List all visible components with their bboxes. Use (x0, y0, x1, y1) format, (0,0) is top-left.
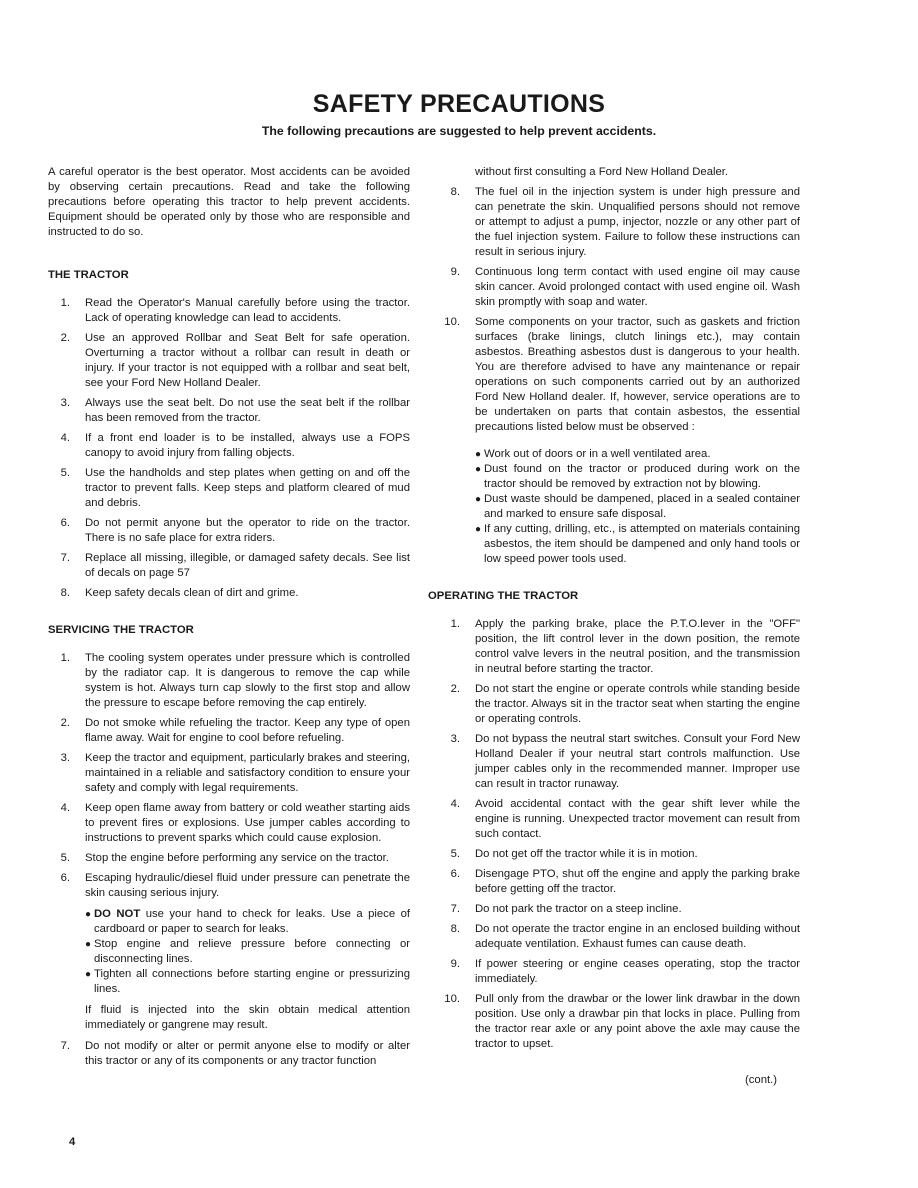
section-heading-tractor: THE TRACTOR (48, 269, 129, 281)
item-number: 4. (60, 802, 70, 814)
servicing-list-continued (438, 185, 800, 567)
item-number: 6. (450, 868, 460, 880)
list-item (438, 265, 800, 310)
item-text: Do not bypass the neutral start switches. Consult your Ford New Holland Dealer if your neutral start controls malfunction. Use jumper cables only in the recommended manner. Improper use can result in tractor runaway. (475, 733, 800, 790)
list-item (438, 867, 800, 897)
bullet-bold-text: DO NOT (94, 908, 141, 920)
item-number: 8. (60, 587, 70, 599)
item-number: 3. (450, 733, 460, 745)
item-text: Do not operate the tractor engine in an enclosed building without adequate ventilation. Exhaust fumes can cause death. (475, 923, 800, 950)
intro-paragraph: A careful operator is the best operator. Most accidents can be avoided by observing certain precautions. Read and take the following precautions before operating this tractor to help prevent accidents. Equipment should be operated only by those who are responsible and instructed to do so. (48, 166, 410, 238)
bullet-icon: ● (475, 524, 482, 535)
list-item (438, 682, 800, 727)
item-number: 2. (60, 332, 70, 344)
left-column (48, 165, 410, 1074)
item-text: The fuel oil in the injection system is under high pressure and can penetrate the skin. Unqualified persons should not remove or attempt to adjust a pump, injector, nozzle or any other part of the fuel injection system. Failure to follow these instructions can result in serious injury. (475, 186, 800, 258)
item-text: Some components on your tractor, such as gaskets and friction surfaces (brake linings, clutch linings etc.), may contain asbestos. Breathing asbestos dust is dangerous to your health. You are therefore advised to have any maintenance or repair operations on such components carried out by an authorized Ford New Holland dealer. If, however, service operations are to be undertaken on parts that contain asbestos, the essential precautions listed below must be observed : (475, 316, 800, 433)
list-item (48, 331, 410, 391)
list-item (438, 992, 800, 1052)
list-item (438, 957, 800, 987)
item-text: Do not start the engine or operate controls while standing beside the tractor. Always sit in the tractor seat when starting the engine or operating controls. (475, 683, 800, 725)
bullet-text: Work out of doors or in a well ventilated area. (484, 448, 711, 460)
item-text: Replace all missing, illegible, or damaged safety decals. See list of decals on page 57 (85, 552, 410, 579)
item-text: Do not park the tractor on a steep incline. (475, 903, 682, 915)
item-number: 7. (450, 903, 460, 915)
item-number: 10. (444, 316, 460, 328)
bullet-icon: ● (85, 909, 92, 920)
item-text: Keep the tractor and equipment, particularly brakes and steering, maintained in a reliable and satisfactory condition to ensure your safety and comply with legal requirements. (85, 752, 410, 794)
item-text: Use an approved Rollbar and Seat Belt for safe operation. Overturning a tractor without a rollbar can result in death or injury. If your tractor is not equipped with a rollbar and seat belt, see your Ford New Holland Dealer. (85, 332, 410, 389)
section-heading-servicing: SERVICING THE TRACTOR (48, 624, 194, 636)
item-number: 6. (60, 517, 70, 529)
list-item (438, 847, 800, 862)
operating-list (438, 617, 800, 1052)
item-text: Avoid accidental contact with the gear shift lever while the engine is running. Unexpected tractor movement can result from such contact. (475, 798, 800, 840)
item-number: 7. (60, 1040, 70, 1052)
bullet-item (85, 937, 410, 967)
bullet-text: If any cutting, drilling, etc., is attempted on materials containing asbestos, the item should be dampened and only hand tools or low speed power tools used. (484, 523, 800, 565)
item-number: 9. (450, 266, 460, 278)
item-text: Pull only from the drawbar or the lower link drawbar in the down position. Use only a drawbar pin that locks in place. Pulling from the tractor rear axle or any point above the axle may cause the tractor to upset. (475, 993, 800, 1050)
list-item (48, 586, 410, 601)
item-number: 5. (60, 467, 70, 479)
bullet-item (85, 967, 410, 997)
item-number: 8. (450, 186, 460, 198)
bullet-text: Dust found on the tractor or produced during work on the tractor should be removed by extraction not by blowing. (484, 463, 800, 490)
list-item (48, 516, 410, 546)
item-number: 1. (450, 618, 460, 630)
item-text: Always use the seat belt. Do not use the seat belt if the rollbar has been removed from the tractor. (85, 397, 410, 424)
page-title: SAFETY PRECAUTIONS (312, 90, 606, 118)
item-number: 4. (60, 432, 70, 444)
item-text: Escaping hydraulic/diesel fluid under pressure can penetrate the skin causing serious injury. (85, 872, 410, 899)
bullet-text: Tighten all connections before starting engine or pressurizing lines. (94, 968, 410, 995)
list-item (438, 617, 800, 677)
item-text: Do not permit anyone but the operator to ride on the tractor. There is no safe place for extra riders. (85, 517, 410, 544)
list-item (48, 751, 410, 796)
list-item (438, 902, 800, 917)
list-item (48, 396, 410, 426)
bullet-item (475, 462, 800, 492)
item-number: 8. (450, 923, 460, 935)
list-item (48, 551, 410, 581)
list-item (48, 871, 410, 1033)
item-number: 9. (450, 958, 460, 970)
item-text: Stop the engine before performing any service on the tractor. (85, 852, 389, 864)
bullet-item (475, 522, 800, 567)
page-number: 4 (69, 1136, 76, 1148)
item-text: Do not smoke while refueling the tractor. Keep any type of open flame away. Wait for engine to cool before refueling. (85, 717, 410, 744)
bullet-text: Dust waste should be dampened, placed in a sealed container and marked to ensure safe disposal. (484, 493, 800, 520)
bullet-icon: ● (85, 969, 92, 980)
list-item (48, 1039, 410, 1069)
item-number: 1. (60, 297, 70, 309)
leak-precautions-list (85, 907, 410, 997)
bullet-icon: ● (475, 464, 482, 475)
item-text: If power steering or engine ceases operating, stop the tractor immediately. (475, 958, 800, 985)
right-column (428, 165, 800, 1057)
list-item (48, 716, 410, 746)
asbestos-precautions-list (475, 447, 800, 567)
item-text: Keep open flame away from battery or cold weather starting aids to prevent fires or explosions. Use jumper cables according to instructions to prevent sparks which could cause explosion. (85, 802, 410, 844)
item-number: 7. (60, 552, 70, 564)
list-item (438, 185, 800, 260)
bullet-icon: ● (475, 449, 482, 460)
item-text: Use the handholds and step plates when getting on and off the tractor to prevent falls. Keep steps and platform cleared of mud and debris. (85, 467, 410, 509)
item-text: The cooling system operates under pressure which is controlled by the radiator cap. It is dangerous to remove the cap while system is hot. Always turn cap slowly to the first stop and allow the pressure to escape before removing the cap entirely. (85, 652, 410, 709)
bullet-item (475, 492, 800, 522)
bullet-icon: ● (85, 939, 92, 950)
bullet-text: use your hand to check for leaks. Use a piece of cardboard or paper to search for leaks. (94, 908, 410, 935)
item-number: 5. (60, 852, 70, 864)
item-continuation: without first consulting a Ford New Holland Dealer. (475, 166, 729, 178)
item-number: 3. (60, 752, 70, 764)
item-number: 2. (450, 683, 460, 695)
item-text: Apply the parking brake, place the P.T.O.lever in the "OFF" position, the lift control lever in the down position, the remote control valve levers in the neutral position, and the transmission in neutral before starting the tractor. (475, 618, 800, 675)
item-text: If a front end loader is to be installed, always use a FOPS canopy to avoid injury from falling objects. (85, 432, 410, 459)
list-item (48, 801, 410, 846)
item-number: 4. (450, 798, 460, 810)
list-item (48, 431, 410, 461)
injection-note: If fluid is injected into the skin obtain medical attention immediately or gangrene may result. (85, 1004, 410, 1031)
item-text: Keep safety decals clean of dirt and grime. (85, 587, 299, 599)
item-text: Do not get off the tractor while it is in motion. (475, 848, 698, 860)
servicing-list (48, 651, 410, 1069)
page-subtitle: The following precautions are suggested to help prevent accidents. (261, 124, 657, 138)
item-number: 2. (60, 717, 70, 729)
list-item (48, 651, 410, 711)
list-item (48, 851, 410, 866)
list-item (438, 315, 800, 567)
list-item (48, 466, 410, 511)
section-heading-operating: OPERATING THE TRACTOR (428, 590, 579, 602)
item-text: Continuous long term contact with used engine oil may cause skin cancer. Avoid prolonged contact with used engine oil. Wash skin promptly with soap and water. (475, 266, 800, 308)
continued-label: (cont.) (745, 1074, 778, 1086)
bullet-item (475, 447, 800, 462)
item-text: Read the Operator's Manual carefully before using the tractor. Lack of operating knowledge can lead to accidents. (85, 297, 410, 324)
list-item (438, 922, 800, 952)
item-text: Do not modify or alter or permit anyone else to modify or alter this tractor or any of its components or any tractor function (85, 1040, 410, 1067)
item-number: 6. (60, 872, 70, 884)
bullet-item (85, 907, 410, 937)
list-item (438, 797, 800, 842)
item-number: 5. (450, 848, 460, 860)
list-item (48, 296, 410, 326)
list-item (438, 732, 800, 792)
item-number: 1. (60, 652, 70, 664)
bullet-icon: ● (475, 494, 482, 505)
tractor-list (48, 296, 410, 601)
item-text: Disengage PTO, shut off the engine and apply the parking brake before getting off the tractor. (475, 868, 800, 895)
item-number: 3. (60, 397, 70, 409)
bullet-text: Stop engine and relieve pressure before connecting or disconnecting lines. (94, 938, 410, 965)
item-number: 10. (444, 993, 460, 1005)
